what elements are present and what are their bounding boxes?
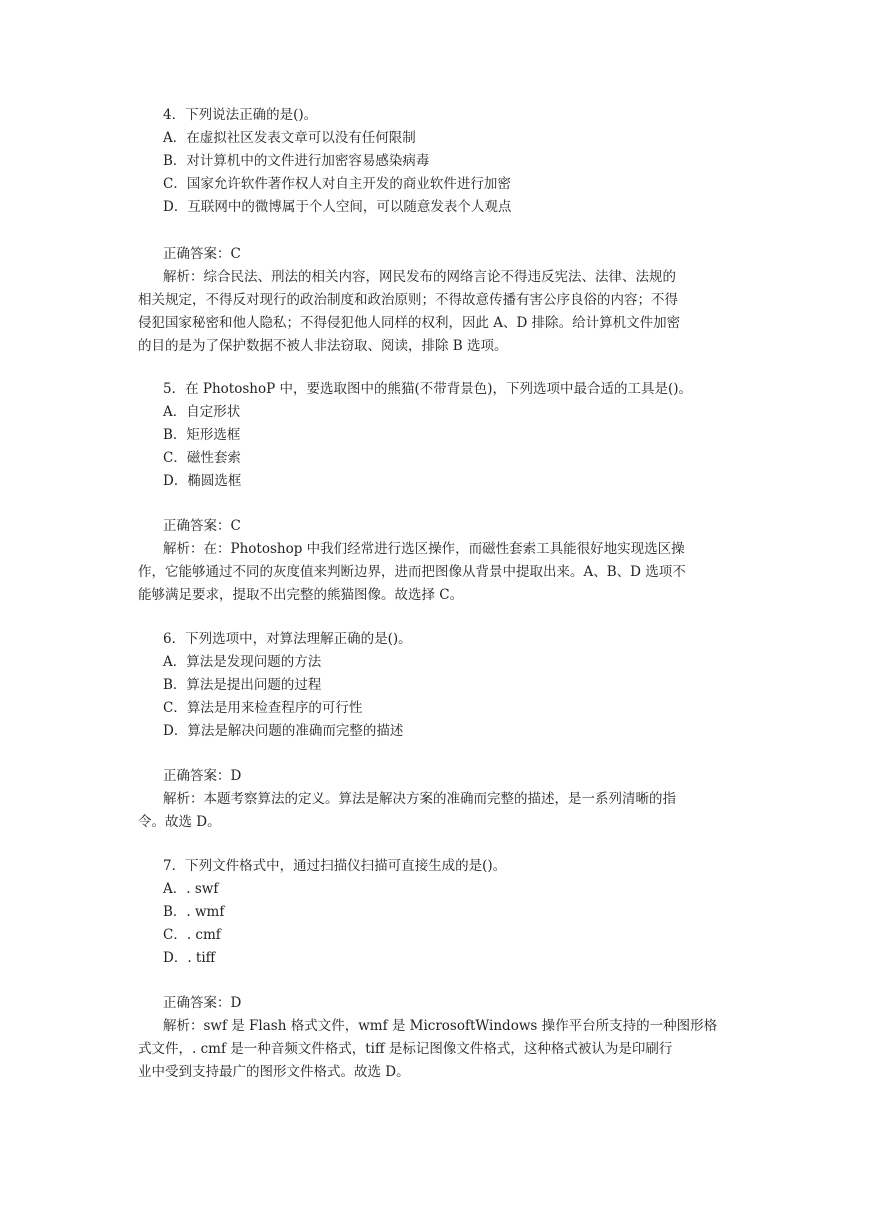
answer-block-6 [138, 765, 723, 834]
question-stem: 7．下列文件格式中，通过扫描仪扫描可直接生成的是()。 [163, 858, 507, 874]
analysis-line: 业中受到支持最广的图形文件格式。故选 D。 [138, 1064, 410, 1080]
option-d: D．. tiff [163, 950, 216, 966]
analysis-line: 侵犯国家秘密和他人隐私；不得侵犯他人同样的权利，因此 A、D 排除。给计算机文件加密 [138, 315, 681, 331]
option-d: D．椭圆选框 [163, 473, 242, 489]
option-b: B．. wmf [163, 904, 225, 920]
option-b: B．矩形选框 [163, 427, 241, 443]
answer-block-7 [138, 992, 723, 1084]
option-b: B．算法是提出问题的过程 [163, 677, 322, 693]
option-c: C．算法是用来检查程序的可行性 [163, 700, 363, 716]
question-stem: 5．在 PhotoshoP 中，要选取图中的熊猫(不带背景色)，下列选项中最合适的工具是()。 [163, 381, 693, 397]
analysis-line: 解析：综合民法、刑法的相关内容，网民发布的网络言论不得违反宪法、法律、法规的 [163, 269, 676, 285]
correct-answer: 正确答案：C [163, 246, 241, 262]
question-6 [163, 628, 723, 743]
option-a: A．算法是发现问题的方法 [163, 654, 322, 670]
correct-answer: 正确答案：C [163, 518, 241, 534]
option-b: B．对计算机中的文件进行加密容易感染病毒 [163, 153, 430, 169]
question-5 [163, 378, 723, 493]
question-stem: 6．下列选项中，对算法理解正确的是()。 [163, 631, 412, 647]
option-c: C．磁性套索 [163, 450, 241, 466]
analysis-line: 解析：swf 是 Flash 格式文件，wmf 是 MicrosoftWindows 操作平台所支持的一种图形格 [163, 1018, 718, 1034]
analysis-line: 作，它能够通过不同的灰度值来判断边界，进而把图像从背景中提取出来。A、B、D 选项不 [138, 564, 686, 580]
correct-answer: 正确答案：D [163, 995, 242, 1011]
answer-block-4 [138, 243, 723, 358]
analysis-line: 令。故选 D。 [138, 814, 221, 830]
question-stem: 4．下列说法正确的是()。 [163, 107, 318, 123]
analysis-line: 能够满足要求，提取不出完整的熊猫图像。故选择 C。 [138, 587, 464, 603]
analysis-line: 解析：本题考察算法的定义。算法是解决方案的准确而完整的描述，是一系列清晰的指 [163, 791, 676, 807]
option-d: D．互联网中的微博属于个人空间，可以随意发表个人观点 [163, 199, 512, 215]
correct-answer: 正确答案：D [163, 768, 242, 784]
answer-block-5 [138, 515, 723, 607]
option-d: D．算法是解决问题的准确而完整的描述 [163, 723, 404, 739]
option-a: A．自定形状 [163, 404, 241, 420]
option-a: A．. swf [163, 881, 219, 897]
option-a: A．在虚拟社区发表文章可以没有任何限制 [163, 130, 416, 146]
analysis-line: 的目的是为了保护数据不被人非法窃取、阅读，排除 B 选项。 [138, 338, 508, 354]
analysis-line: 解析：在：Photoshop 中我们经常进行选区操作，而磁性套索工具能很好地实现选区操 [163, 541, 685, 557]
option-c: C．. cmf [163, 927, 221, 943]
analysis-line: 相关规定，不得反对现行的政治制度和政治原则；不得故意传播有害公序良俗的内容；不得 [138, 292, 678, 308]
analysis-line: 式文件，. cmf 是一种音频文件格式，tiff 是标记图像文件格式，这种格式被认为是印刷行 [138, 1041, 673, 1057]
question-4 [163, 104, 723, 219]
option-c: C．国家允许软件著作权人对自主开发的商业软件进行加密 [163, 176, 511, 192]
question-7 [163, 855, 723, 970]
